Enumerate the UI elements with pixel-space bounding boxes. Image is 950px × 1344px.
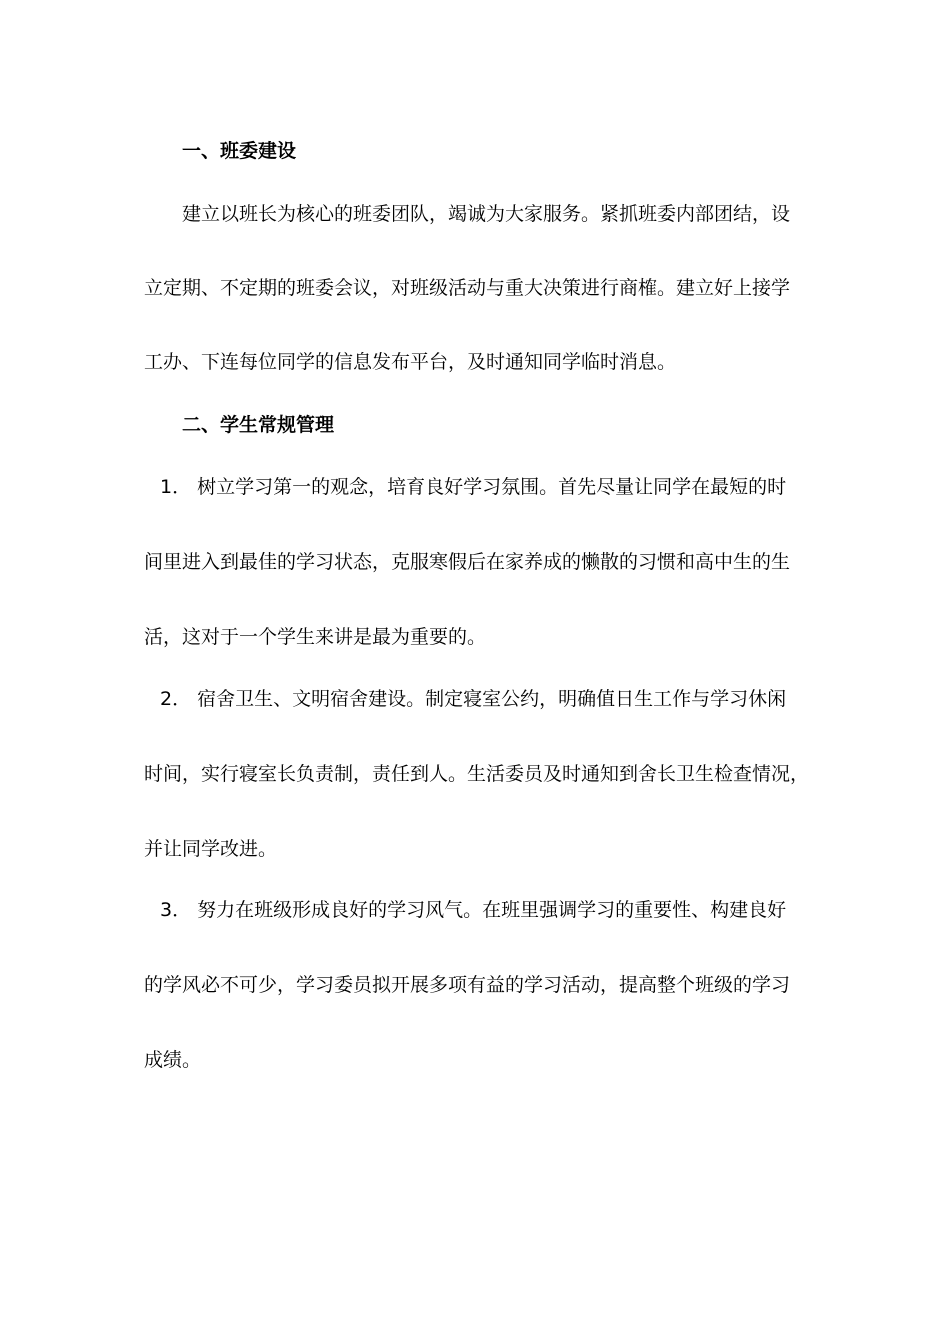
list-item-line: 活，这对于一个学生来讲是最为重要的。 (144, 626, 487, 648)
list-item-line: 的学风必不可少，学习委员拟开展多项有益的学习活动，提高整个班级的学习 (144, 974, 791, 996)
list-item-line: 3． 努力在班级形成良好的学习风气。在班里强调学习的重要性、构建良好 (160, 899, 787, 921)
section-heading-class-committee: 一、班委建设 (182, 140, 297, 162)
list-item-line: 时间，实行寝室长负责制，责任到人。生活委员及时通知到舍长卫生检查情况， (144, 763, 810, 785)
list-item-line: 1． 树立学习第一的观念，培育良好学习氛围。首先尽量让同学在最短的时 (160, 476, 787, 498)
list-item-line: 2． 宿舍卫生、文明宿舍建设。制定寝室公约，明确值日生工作与学习休闲 (160, 688, 787, 710)
paragraph-line: 立定期、不定期的班委会议，对班级活动与重大决策进行商榷。建立好上接学 (144, 277, 791, 299)
paragraph-line: 工办、下连每位同学的信息发布平台，及时通知同学临时消息。 (144, 351, 677, 373)
list-item-line: 并让同学改进。 (144, 838, 278, 860)
list-item-line: 成绩。 (144, 1049, 202, 1071)
section-heading-student-management: 二、学生常规管理 (182, 414, 335, 436)
paragraph-line: 建立以班长为核心的班委团队，竭诚为大家服务。紧抓班委内部团结，设 (182, 203, 791, 225)
list-item-line: 间里进入到最佳的学习状态，克服寒假后在家养成的懒散的习惯和高中生的生 (144, 551, 791, 573)
